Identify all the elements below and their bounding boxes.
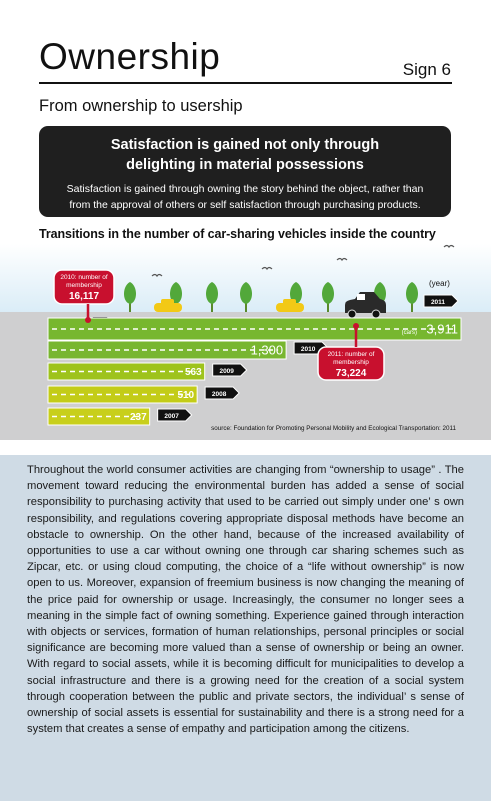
callout-value: 16,117	[68, 291, 100, 302]
source-note: source: Foundation for Promoting Personal Mobility and Ecological Transportation: 2011	[211, 425, 456, 432]
callout-line-1: 2011: number of	[327, 351, 375, 358]
year-tag-2007	[158, 409, 192, 421]
year-tag-label: 2008	[211, 391, 227, 398]
body-text-panel	[0, 455, 491, 801]
value-label-2010: 1,300	[250, 342, 284, 358]
year-tag-label: 2007	[164, 413, 179, 420]
callout-line-1: 2010: number of	[60, 274, 108, 281]
small-car-roof	[161, 299, 174, 305]
value-label-2008: 510	[177, 390, 195, 402]
car-window	[357, 294, 365, 300]
callout-headline-2: delighting in material possessions	[126, 157, 364, 173]
chart-title: Transitions in the number of car-sharing vehicles inside the country	[39, 227, 436, 241]
callout-dot	[85, 317, 91, 323]
callout-line-2: membership	[66, 282, 102, 289]
year-tag-2008	[205, 387, 239, 399]
car-sharing-chart	[0, 244, 491, 440]
value-label-2011: 3,911	[426, 321, 458, 337]
body-paragraph: Throughout the world consumer activities are changing from “ownership to usage” . The movement toward reducing the environmental burden has added a sense of social responsibility to purchasing activity that used to be carried out simply under one’ s own responsibility, and regulations covering appropriate disposal methods have become an obstacle to ownership. On the other hand, because of the increased availability of opportunities to use a car without owning one through car sharing schemes such as Zipcar, etc. or using cloud computing, the choice of a “life without ownership” is now open to us. Moreover, expansion of freemium business is now changing the meaning of the price paid for ownership or usage. Increasingly, the consumer no longer sees a meaning in the simple fact of owning something. Experience gained through interaction with objects or services, formation of human relationships, personal principles or social significance are becoming more valued than a sense of ownership or being an owner. With regard to social assets, while it is becoming difficult for municipalities to develop a social infrastructure and there is a growing need for the creation of a social system through cooperation between the public and private sectors, the individual’ s sense of ownership of social assets is essential for sustainability and there is a strong need for a system that creates a sense of empathy and participation among the citizens.	[27, 464, 464, 736]
small-car-roof	[283, 299, 296, 305]
year-tag-label: 2010	[300, 346, 316, 353]
year-tag-label: 2011	[430, 299, 446, 306]
year-axis-label: (year)	[429, 279, 450, 288]
year-tag-2011	[424, 295, 458, 307]
year-tag-2009	[213, 364, 247, 376]
callout-headline-1: Satisfaction is gained not only through	[110, 137, 380, 153]
title-divider	[39, 82, 452, 84]
unit-label: (cars)	[401, 330, 417, 336]
callout-line-2: membership	[333, 359, 369, 366]
chart-area	[0, 244, 491, 440]
car-wheel	[348, 310, 356, 318]
callout-dot	[353, 323, 359, 329]
year-tag-label: 2009	[219, 368, 234, 375]
callout-body-2: from the approval of others or self satisfaction through purchasing products.	[69, 199, 421, 211]
callout-box	[39, 126, 451, 217]
callout-value: 73,224	[335, 368, 367, 379]
sign-number: Sign 6	[402, 60, 451, 79]
car-wheel	[372, 310, 380, 318]
callout-body-1: Satisfaction is gained through owning the story behind the object, rather than	[66, 183, 424, 195]
value-label-2009: 563	[185, 367, 202, 379]
page-subtitle: From ownership to usership	[39, 97, 243, 115]
value-label-2007: 237	[129, 412, 147, 424]
page-title: Ownership	[39, 36, 221, 77]
